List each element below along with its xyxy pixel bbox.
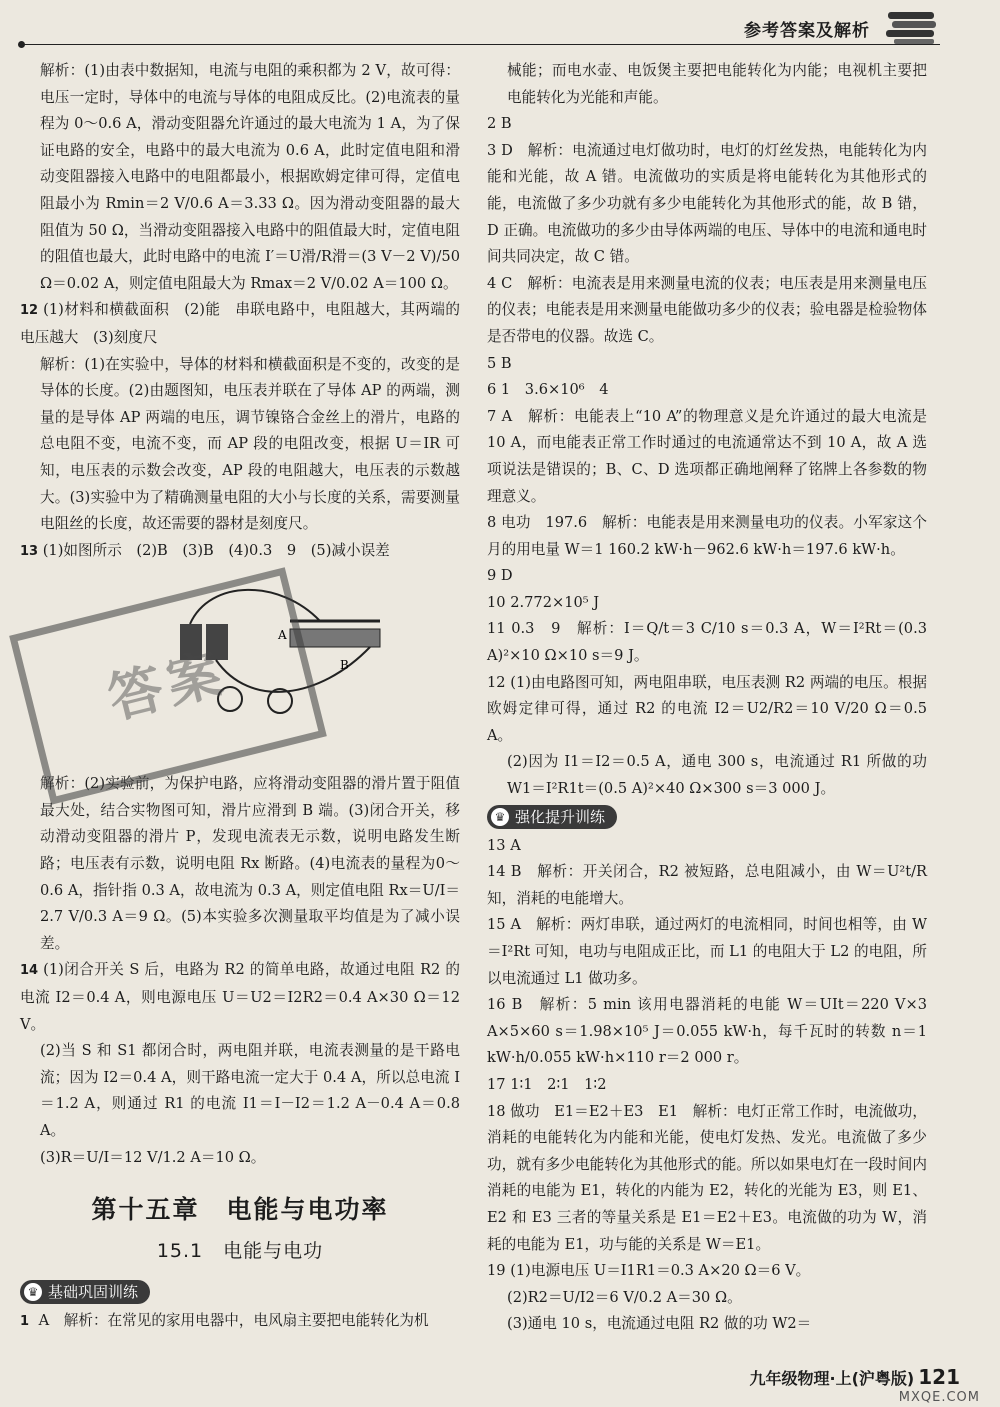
page-footer: [750, 1365, 960, 1389]
q19-part1: 19 (1)电源电压 U＝I1R1＝0.3 A×20 Ω＝6 V。: [487, 1262, 811, 1280]
q17-answer: 17 1∶1 2∶1 1∶2: [487, 1075, 607, 1093]
q12-explanation: 解析：(1)在实验中，导体的材料和横截面积是不变的，改变的是导体的长度。(2)由题图知，电压表并联在了导体 AP 的两端，测量的是导体 AP 两端的电压，调节镍铬合金丝上的滑片，电路的总电阻不变，电流不变，而 AP 段的电阻改变，根据 U＝IR 可知，电压表的示数会改变，AP 段的电阻越大，电压表的示数越大。(3)实验中为了精确测量电阻的大小与长度的关系，需要测量电阻丝的长度，故还需要的器材是刻度尺。: [40, 355, 460, 533]
q19-part3: (3)通电 10 s，电流通过电阻 R2 做的功 W2＝: [507, 1315, 812, 1333]
q13-answer-right: 13 A: [487, 836, 521, 854]
q14-part3: (3)R＝U/I＝12 V/1.2 A＝10 Ω。: [40, 1148, 266, 1166]
footer-text: 九年级物理·上(沪粤版): [749, 1369, 915, 1388]
q3-answer: 3 D 解析：电流通过电灯做功时，电灯的灯丝发热，电能转化为内能和光能，故 A 错。电流做功的实质是将电能转化为其他形式的能，电流做了多少功就有多少电能转化为其他形式的能，故 B 错，D 正确。电流做功的多少由导体两端的电压、导体中的电流和通电时间共同决定，故 C 错。: [487, 141, 927, 266]
q13-answer: [20, 538, 460, 566]
q1-answer: [20, 1308, 460, 1336]
q1-continued: 械能；而电水壶、电饭煲主要把电能转化为内能；电视机主要把电能转化为光能和声能。: [507, 62, 927, 106]
q15-answer: 15 A 解析：两灯串联，通过两灯的电流相同，时间也相等，由 W＝I²Rt 可知，电功与电阻成正比，而 L1 的电阻大于 L2 的电阻，所以电流通过 L1 做功多。: [487, 916, 927, 987]
stamp-text: 答案: [101, 640, 234, 731]
circuit-figure: [20, 569, 460, 765]
q19-part2: (2)R2＝U/I2＝6 V/0.2 A＝30 Ω。: [507, 1288, 742, 1306]
question-number: 13: [20, 543, 39, 559]
chapter-title: 第十五章 电能与电功率: [91, 1195, 389, 1225]
q4-answer: 4 C 解析：电流表是用来测量电流的仪表；电压表是用来测量电压的仪表；电能表是用来测量电能做功多少的仪表；验电器是检验物体是否带电的仪器。故选 C。: [487, 274, 927, 345]
site-watermark: MXQE.COM: [898, 1390, 980, 1405]
q13-explanation: 解析：(2)实验前，为保护电路，应将滑动变阻器的滑片置于阻值最大处，结合实物图可知，滑片应滑到 B 端。(3)闭合开关，移动滑动变阻器的滑片 P，发现电流表无示数，说明电路发生断路；电压表有示数，说明电阻 Rx 断路。(4)电流表的量程为0～0.6 A，指针指 0.3 A，故电流为 0.3 A，则定值电阻 Rx＝U/I＝2.7 V/0.3 A＝9 Ω。(5)本实验多次测量取平均值是为了减小误差。: [40, 775, 460, 952]
crown-icon: ♛: [24, 1283, 42, 1301]
q7-answer: 7 A 解析：电能表上“10 A”的物理意义是允许通过的最大电流是 10 A，而电能表正常工作时通过的电流通常达不到 10 A，故 A 选项说法是错误的；B、C、D 选项都正确地阐释了铭牌上各参数的物理意义。: [487, 407, 927, 505]
q11-answer: 11 0.3 9 解析：I＝Q/t＝3 C/10 s＝0.3 A，W＝I²Rt＝(0.3 A)²×10 Ω×10 s＝9 J。: [487, 620, 927, 665]
page-number: 121: [918, 1365, 960, 1389]
question-number: 1: [20, 1314, 30, 1330]
label-b: B: [340, 658, 349, 673]
tag-label: 强化提升训练: [515, 807, 606, 826]
q2-answer: 2 B: [487, 115, 512, 133]
question-number: 12: [20, 303, 39, 319]
tag-label: 基础巩固训练: [48, 1283, 139, 1302]
basic-training-tag: [20, 1280, 150, 1304]
q5-answer: 5 B: [487, 354, 512, 372]
label-a: A: [278, 628, 287, 643]
books-icon: [884, 8, 940, 46]
q8-answer: 8 电功 197.6 解析：电能表是用来测量电功的仪表。小军家这个月的用电量 W＝1 160.2 kW·h－962.6 kW·h＝197.6 kW·h。: [487, 514, 927, 558]
q6-answer: 6 1 3.6×10⁶ 4: [487, 381, 609, 399]
answer-text: (1)如图所示 (2)B (3)B (4)0.3 9 (5)减小误差: [42, 541, 390, 559]
header-dot: [18, 41, 25, 48]
q16-answer: 16 B 解析：5 min 该用电器消耗的电能 W＝UIt＝220 V×3 A×5×60 s＝1.98×10⁵ J＝0.055 kW·h，每千瓦时的转数 n＝1 kW·h/0.055 kW·h×110 r＝2 000 r。: [487, 996, 927, 1067]
answer-text: A 解析：在常见的家用电器中，电风扇主要把电能转化为机: [38, 1312, 429, 1330]
q9-answer: 9 D: [487, 567, 513, 585]
q12-answer: [20, 297, 460, 351]
q10-answer: 10 2.772×10⁵ J: [487, 593, 600, 611]
q12-part1: 12 (1)由电路图可知，两电阻串联，电压表测 R2 两端的电压。根据欧姆定律可得，通过 R2 的电流 I2＝U2/R2＝10 V/20 Ω＝0.5 A。: [487, 673, 927, 744]
advanced-training-tag: [487, 805, 617, 829]
left-column: [20, 58, 460, 1336]
question-number: 14: [20, 963, 39, 979]
right-column: [487, 58, 927, 1338]
q18-answer: 18 做功 E1＝E2＋E3 E1 解析：电灯正常工作时，电流做功，消耗的电能转化为内能和光能，使电灯发热、发光。电流做了多少功，就有多少电能转化为其他形式的能。所以如果电灯在一段时间内消耗的电能为 E1，转化的内能为 E2，转化的光能为 E3，则 E1、E2 和 E3 三者的等量关系是 E1＝E2＋E3。电流做的功为 W，消耗的电能为 E1，功与能的关系是 W＝E1。: [487, 1102, 927, 1253]
q14-answer-right: 14 B 解析：开关闭合，R2 被短路，总电阻减小，由 W＝U²t/R 知，消耗的电能增大。: [487, 863, 927, 907]
q11-explanation: 解析：(1)由表中数据知，电流与电阻的乘积都为 2 V，故可得：电压一定时，导体中的电流与导体的电阻成反比。(2)电流表的量程为 0～0.6 A，滑动变阻器允许通过的最大电流为 1 A，为了保证电路的安全，电路中的最大电流为 0.6 A，此时定值电阻和滑动变阻器接入电路中的电阻都最小，根据欧姆定律可得，定值电阻最小为 Rmin＝2 V/0.6 A＝3.33 Ω。因为滑动变阻器的最大阻值为 50 Ω，当滑动变阻器接入电路中的阻值最大时，定值电阻的阻值也最大，此时电路中的电流 I′＝U滑/R滑＝(3 V－2 V)/50 Ω＝0.02 A，则定值电阻最大为 Rmax＝2 V/0.02 A＝100 Ω。: [40, 62, 460, 292]
answer-text: (1)闭合开关 S 后，电路为 R2 的简单电路，故通过电阻 R2 的电流 I2＝0.4 A，则电源电压 U＝U2＝I2R2＝0.4 A×30 Ω＝12 V。: [20, 961, 460, 1033]
q12-part2: (2)因为 I1＝I2＝0.5 A，通电 300 s，电流通过 R1 所做的功 W1＝I²R1t＝(0.5 A)²×40 Ω×300 s＝3 000 J。: [507, 753, 927, 798]
page-header: [20, 14, 940, 45]
header-title: 参考答案及解析: [744, 21, 870, 41]
q14-part1: [20, 957, 460, 1038]
crown-icon: ♛: [491, 808, 509, 826]
answer-stamp: [9, 568, 327, 806]
answer-text: (1)材料和横截面积 (2)能 串联电路中，电阻越大，其两端的电压越大 (3)刻度尺: [20, 301, 460, 346]
q14-part2: (2)当 S 和 S1 都闭合时，两电阻并联，电流表测量的是干路电流；因为 I2＝0.4 A，则干路电流一定大于 0.4 A，所以总电流 I＝1.2 A，则通过 R1 的电流 I1＝I－I2＝1.2 A－0.4 A＝0.8 A。: [40, 1042, 460, 1139]
section-title: 15.1 电能与电功: [156, 1239, 324, 1262]
